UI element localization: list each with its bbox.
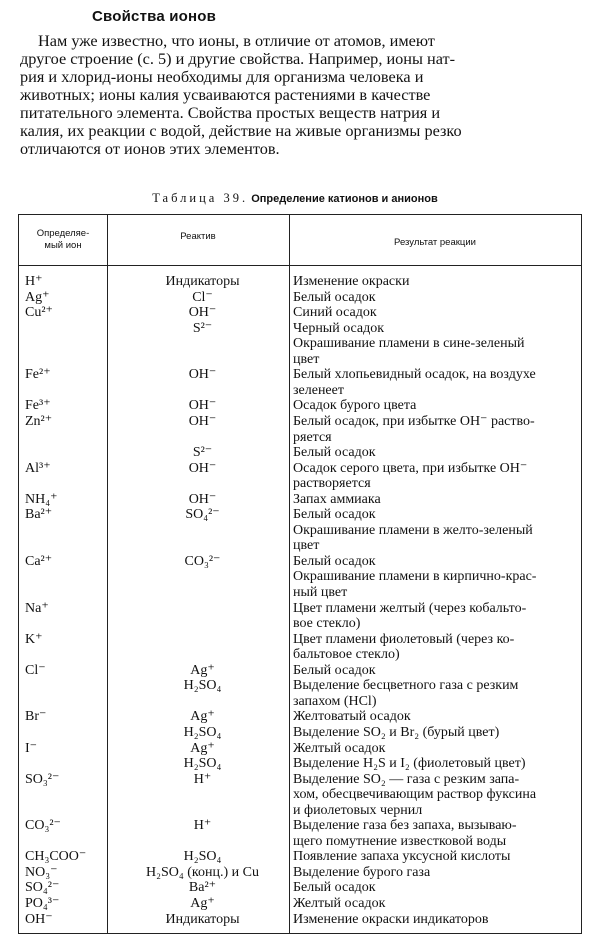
result-cell: Цвет пламени желтый (через кобальто-	[293, 600, 527, 616]
result-cell: и фиолетовых чернил	[293, 802, 423, 818]
reagent-cell: OH⁻	[188, 367, 217, 383]
ion-cell: OH⁻	[25, 911, 53, 927]
reagent-cell: Ag⁺	[190, 709, 215, 725]
result-cell: Белый осадок	[293, 289, 376, 305]
table-row	[19, 586, 581, 600]
ion-cell: Fe³⁺	[25, 398, 51, 414]
result-cell: Белый осадок	[293, 880, 376, 896]
reagent-cell: H₂SO₄	[183, 678, 222, 694]
header-reagent: Реактив	[180, 231, 216, 242]
result-cell: щего помутнение известковой воды	[293, 833, 507, 849]
result-cell: цвет	[293, 351, 320, 367]
result-cell: Синий осадок	[293, 305, 377, 321]
table-row	[19, 633, 581, 647]
result-cell: запахом (HCl)	[293, 693, 377, 709]
table-row	[19, 913, 581, 927]
ion-cell: CH₃COO⁻	[25, 849, 87, 865]
table-row	[19, 353, 581, 367]
result-cell: Белый осадок	[293, 507, 376, 523]
result-cell: Белый осадок, при избытке OH⁻ раство-	[293, 413, 535, 429]
table-row	[19, 617, 581, 631]
table-caption	[0, 191, 590, 206]
table-row	[19, 524, 581, 538]
table-row	[19, 399, 581, 413]
reagent-cell: OH⁻	[188, 491, 217, 507]
table-row	[19, 835, 581, 849]
table-row	[19, 664, 581, 678]
section-heading: Свойства ионов	[92, 8, 217, 25]
table-row	[19, 602, 581, 616]
result-cell: зеленеет	[293, 382, 344, 398]
table-row	[19, 368, 581, 382]
result-cell: Желтый осадок	[293, 896, 386, 911]
table-row	[19, 881, 581, 895]
result-cell: Окрашивание пламени в желто-зеленый	[293, 522, 533, 538]
table-row	[19, 757, 581, 771]
reagent-cell: H⁺	[193, 771, 212, 787]
table-row	[19, 726, 581, 740]
intro-line: рия и хлорид-ионы необходимы для организма человека и	[20, 67, 424, 86]
table-row	[19, 570, 581, 584]
reagent-cell: H₂SO₄	[183, 724, 222, 740]
table-row	[19, 477, 581, 491]
result-cell: Выделение газа без запаха, вызываю-	[293, 818, 517, 834]
result-cell: Выделение H₂S и I₂ (фиолетовый цвет)	[293, 756, 526, 772]
result-cell: Белый осадок	[293, 553, 376, 569]
result-cell: хом, обесцвечивающим раствор фуксина	[293, 787, 537, 803]
table-row	[19, 773, 581, 787]
table-row	[19, 446, 581, 460]
result-cell: Запах аммиака	[293, 491, 381, 507]
reagent-cell: OH⁻	[188, 398, 217, 414]
reagent-cell: H₂SO₄ (конц.) и Cu	[146, 864, 259, 880]
reagent-cell: Ba²⁺	[188, 880, 217, 896]
ion-cell: CO₃²⁻	[25, 818, 61, 834]
result-cell: Белый осадок	[293, 445, 376, 461]
table-row	[19, 337, 581, 351]
ion-cell: SO₄²⁻	[25, 880, 60, 896]
result-cell: Выделение SO₂ и Br₂ (бурый цвет)	[293, 724, 500, 740]
table-row	[19, 804, 581, 818]
table-row	[19, 384, 581, 398]
ion-cell: H⁺	[25, 274, 43, 289]
ion-cell: SO₃²⁻	[25, 771, 60, 787]
ion-cell: K⁺	[25, 631, 43, 647]
reagent-cell: H₂SO₄	[183, 849, 222, 865]
result-cell: Белый хлопьевидный осадок, на воздухе	[293, 367, 536, 383]
header-divider	[19, 265, 581, 266]
result-cell: Осадок бурого цвета	[293, 398, 417, 414]
reagent-cell: OH⁻	[188, 460, 217, 476]
intro-line: питательного элемента. Свойства простых веществ натрия и	[20, 103, 441, 122]
table-row	[19, 462, 581, 476]
intro-line: животных; ионы калия усваиваются растениями в качестве	[20, 85, 431, 104]
table-row	[19, 788, 581, 802]
table-row	[19, 819, 581, 833]
reagent-cell: S²⁻	[192, 445, 213, 461]
table-row	[19, 850, 581, 864]
table-row	[19, 555, 581, 569]
result-cell: Желтоватый осадок	[293, 709, 411, 725]
intro-line: калия, их реакции с водой, действие на живые организмы резко	[20, 121, 462, 140]
intro-paragraph	[20, 32, 578, 158]
reagent-cell: OH⁻	[188, 413, 217, 429]
intro-line: Нам уже известно, что ионы, в отличие от атомов, имеют	[38, 31, 435, 50]
result-cell: Изменение окраски индикаторов	[293, 911, 489, 927]
result-cell: Изменение окраски	[293, 274, 410, 289]
ion-cell: Ca²⁺	[25, 553, 53, 569]
table-row	[19, 648, 581, 662]
table-row	[19, 275, 581, 289]
table-row	[19, 306, 581, 320]
table-row	[19, 710, 581, 724]
header-ion: Определяе- мый ион	[36, 228, 90, 251]
table-row	[19, 291, 581, 305]
ion-cell: PO₄³⁻	[25, 896, 60, 911]
table-row	[19, 897, 581, 911]
table-number: Таблица 39.	[152, 191, 249, 205]
result-cell: бальтовое стекло)	[293, 647, 400, 663]
table-row	[19, 539, 581, 553]
reagent-cell: Ag⁺	[190, 662, 215, 678]
ion-cell: Zn²⁺	[25, 413, 53, 429]
intro-line: другое строение (с. 5) и другие свойства. Например, ионы нат-	[20, 49, 456, 68]
intro-line: отличаются от ионов этих элементов.	[20, 139, 280, 158]
reagent-cell: Индикаторы	[165, 911, 240, 927]
result-cell: растворяется	[293, 476, 371, 492]
ion-cell: NH₄⁺	[25, 491, 58, 507]
ion-cell: Al³⁺	[25, 460, 51, 476]
reagent-cell: OH⁻	[188, 305, 217, 321]
result-cell: Выделение бурого газа	[293, 864, 431, 880]
reagent-cell: H₂SO₄	[183, 756, 222, 772]
ions-table	[18, 214, 582, 934]
ion-cell: Br⁻	[25, 709, 47, 725]
result-cell: Осадок серого цвета, при избытке OH⁻	[293, 460, 528, 476]
result-cell: цвет	[293, 538, 320, 554]
table-row	[19, 431, 581, 445]
ion-cell: Cl⁻	[25, 662, 46, 678]
result-cell: ный цвет	[293, 585, 348, 600]
ion-cell: I⁻	[25, 740, 38, 756]
reagent-cell: Ag⁺	[190, 896, 215, 911]
result-cell: Цвет пламени фиолетовый (через ко-	[293, 631, 515, 647]
reagent-cell: Ag⁺	[190, 740, 215, 756]
result-cell: Выделение бесцветного газа с резким	[293, 678, 519, 694]
table-row	[19, 493, 581, 507]
table-row	[19, 695, 581, 709]
table-row	[19, 679, 581, 693]
result-cell: вое стекло)	[293, 616, 361, 632]
reagent-cell: Индикаторы	[165, 274, 240, 289]
reagent-cell: CO₃²⁻	[184, 553, 221, 569]
result-cell: Окрашивание пламени в сине-зеленый	[293, 336, 525, 352]
header-result: Результат реакции	[394, 237, 476, 248]
result-cell: Черный осадок	[293, 320, 385, 336]
table-row	[19, 742, 581, 756]
ion-cell: Ba²⁺	[25, 507, 53, 523]
reagent-cell: H⁺	[193, 818, 212, 834]
table-row	[19, 866, 581, 880]
result-cell: Белый осадок	[293, 662, 376, 678]
table-row	[19, 508, 581, 522]
result-cell: Желтый осадок	[293, 740, 386, 756]
reagent-cell: Cl⁻	[192, 289, 213, 305]
result-cell: Окрашивание пламени в кирпично-крас-	[293, 569, 537, 585]
result-cell: ряется	[293, 429, 332, 445]
table-row	[19, 415, 581, 429]
reagent-cell: SO₄²⁻	[185, 507, 220, 523]
result-cell: Выделение SO₂ — газа с резким запа-	[293, 771, 520, 787]
result-cell: Появление запаха уксусной кислоты	[293, 849, 511, 865]
ion-cell: Na⁺	[25, 600, 49, 616]
ion-cell: Ag⁺	[25, 289, 50, 305]
ion-cell: Fe²⁺	[25, 367, 51, 383]
ion-cell: NO₃⁻	[25, 864, 58, 880]
ion-cell: Cu²⁺	[25, 305, 53, 321]
reagent-cell: S²⁻	[192, 320, 213, 336]
table-title: Определение катионов и анионов	[251, 193, 438, 205]
table-row	[19, 322, 581, 336]
